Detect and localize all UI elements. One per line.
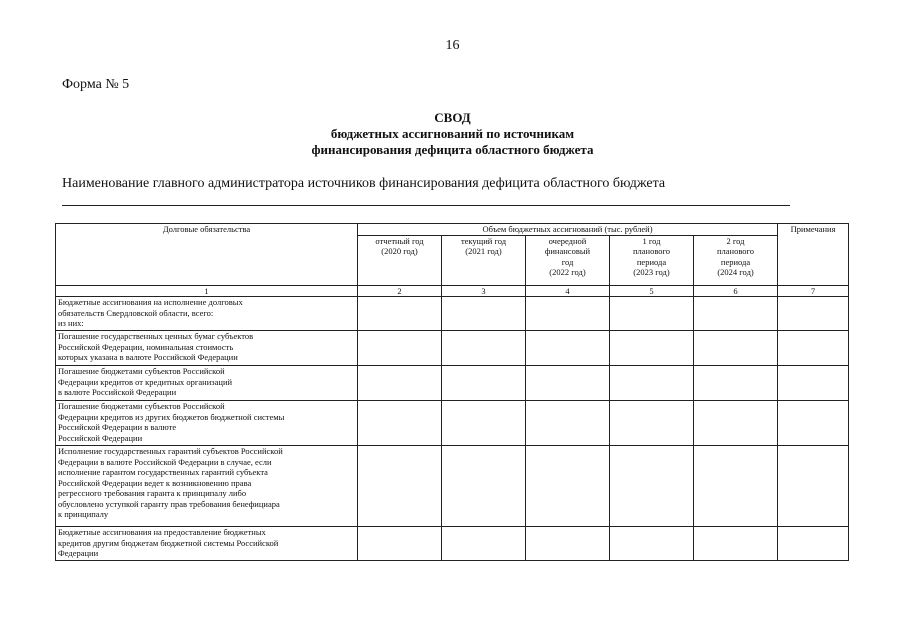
title-line-3: финансирования дефицита областного бюджета [311,142,594,157]
table-cell [358,366,442,401]
table-cell [358,527,442,561]
table-cell [610,366,694,401]
admin-name-label: Наименование главного администратора источников финансирования дефицита областного бюджета [62,176,666,191]
table-cell [778,366,849,401]
budget-table [55,223,849,561]
table-cell [694,401,778,446]
table-cell [526,366,610,401]
header-year-2020: отчетный год (2020 год) [358,235,442,285]
column-number: 3 [442,285,526,297]
table-cell [358,331,442,366]
table-cell [442,366,526,401]
column-number: 7 [778,285,849,297]
column-number: 1 [56,285,358,297]
table-cell [526,446,610,527]
row-label: Исполнение государственных гарантий субъектов Российской Федерации в валюте Российской Федерации в случае, если исполнение гарантом государственных гарантий субъекта Российской Федерации ведет к возникновению права регрессного требования гаранта к принципалу либо обусловлено уступкой гаранту прав требования бенефициара к принципалу [56,446,358,527]
table-cell [694,297,778,331]
row-label: Погашение государственных ценных бумаг субъектов Российской Федерации, номинальная стоимость которых указана в валюте Российской Федерации [56,331,358,366]
row-label: Погашение бюджетами субъектов Российской Федерации кредитов из других бюджетов бюджетной системы Российской Федерации в валюте Российской Федерации [56,401,358,446]
table-cell [778,446,849,527]
table-cell [610,401,694,446]
table-row [56,366,849,401]
header-year-2023: 1 год планового периода (2023 год) [610,235,694,285]
table-cell [610,297,694,331]
row-label: Бюджетные ассигнования на исполнение долговых обязательств Свердловской области, всего: из них: [56,297,358,331]
table-cell [694,446,778,527]
admin-name-field-line [62,205,790,206]
table-cell [778,527,849,561]
table-cell [778,331,849,366]
table-cell [442,401,526,446]
table-cell [610,446,694,527]
column-number: 6 [694,285,778,297]
title-line-2: бюджетных ассигнований по источникам [330,126,575,141]
table-cell [526,527,610,561]
header-year-2024: 2 год планового периода (2024 год) [694,235,778,285]
column-number: 5 [610,285,694,297]
table-cell [694,366,778,401]
table-cell [442,527,526,561]
table-row [56,446,849,527]
table-cell [442,331,526,366]
table-cell [694,527,778,561]
header-year-2021: текущий год (2021 год) [442,235,526,285]
table-cell [694,331,778,366]
header-notes: Примечания [778,224,849,286]
row-label: Бюджетные ассигнования на предоставление бюджетных кредитов другим бюджетам бюджетной системы Российской Федерации [56,527,358,561]
table-cell [526,297,610,331]
table-cell [442,446,526,527]
table-cell [358,446,442,527]
table-row [56,401,849,446]
table-cell [778,401,849,446]
document-title [0,110,905,158]
page-number: 16 [445,38,460,53]
title-line-1: СВОД [434,110,471,125]
table-row [56,527,849,561]
table-cell [610,331,694,366]
column-number-row [56,285,849,297]
table-cell [778,297,849,331]
header-obligations: Долговые обязательства [56,224,358,286]
table-cell [358,401,442,446]
table-cell [526,401,610,446]
column-number: 2 [358,285,442,297]
row-label: Погашение бюджетами субъектов Российской Федерации кредитов от кредитных организаций в валюте Российской Федерации [56,366,358,401]
column-number: 4 [526,285,610,297]
table-row [56,297,849,331]
table-cell [358,297,442,331]
form-label: Форма № 5 [62,77,130,92]
table-row [56,331,849,366]
header-volume: Объем бюджетных ассигнований (тыс. рублей) [358,224,778,236]
table-cell [526,331,610,366]
header-year-2022: очередной финансовый год (2022 год) [526,235,610,285]
table-cell [442,297,526,331]
table-cell [610,527,694,561]
